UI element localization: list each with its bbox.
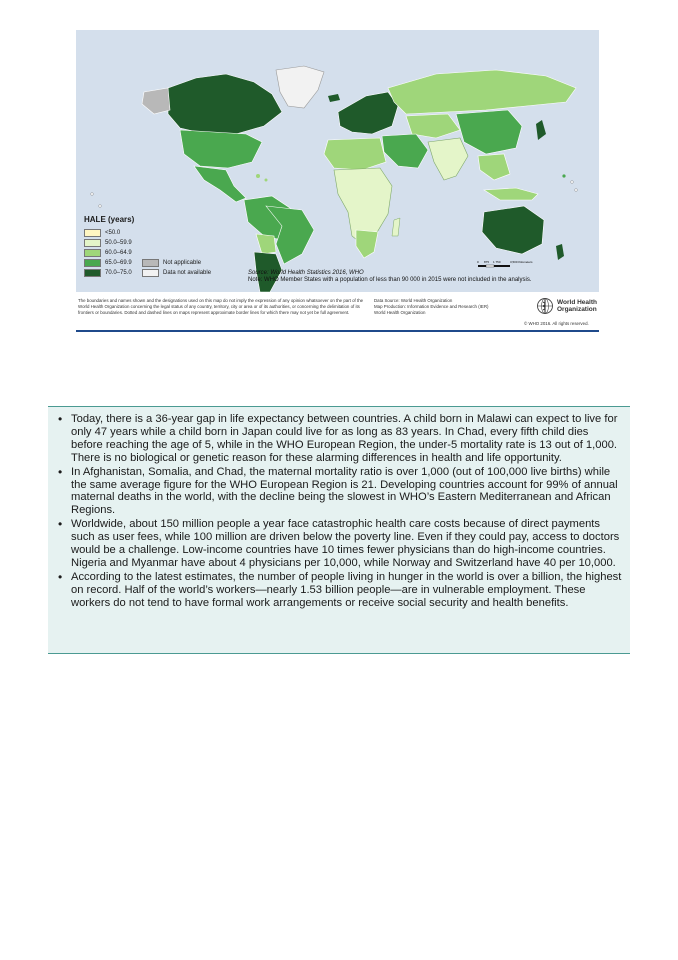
legend-label: <50.0 <box>105 230 121 236</box>
legend-swatch <box>84 269 101 277</box>
scale-label: 1 750 <box>493 260 501 264</box>
legend-item <box>84 258 244 268</box>
indonesia-shape <box>484 188 538 200</box>
hale-world-map-figure <box>76 30 599 330</box>
legend-label: Not applicable <box>163 260 202 266</box>
facts-box <box>48 406 630 654</box>
map-disclaimer: The boundaries and names shown and the designations used on this map do not imply the expression of any opinion whatsoever on the part of the World Health Organization concerning the legal status of any country, territory, city or area or of its authorities, or concerning the delimitation of its frontiers or boundaries. Dotted and dashed lines on maps represent approximate border lines for which there may not yet be full agreement. <box>78 298 364 315</box>
madagascar-shape <box>392 218 400 236</box>
map-note <box>248 270 532 284</box>
list-item: • In Afghanistan, Somalia, and Chad, the maternal mortality ratio is over 1,000 (out of 100,000 live births) while the same average figure for the WHO European Region is 21. Developing countries account for 99% of annual maternal deaths in the world, with the decline being the slowest in WHO’s Eastern Mediterranean and African Regions. <box>58 466 622 518</box>
source-note: Source: World Health Statistics 2016, WHO <box>248 270 364 276</box>
credit-line: Map Production: Information Evidence and Research (IER) <box>374 304 489 309</box>
copyright: © WHO 2016. All rights reserved. <box>524 321 589 326</box>
list-item: • According to the latest estimates, the number of people living in hunger in the world is over a billion, the highest on record. Half of the world’s workers—nearly 1.53 billion people—are in vulnerable employment. These workers do not tend to have formal work arrangements or receive social security and health benefits. <box>58 571 622 610</box>
middle-east-shape <box>382 134 428 168</box>
europe-shape <box>338 92 398 134</box>
credit-line: Data Source: World Health Organization <box>374 298 453 303</box>
who-emblem-icon <box>536 297 554 315</box>
facts-list <box>48 407 630 610</box>
legend-swatch <box>84 249 101 257</box>
map-credits <box>374 298 524 316</box>
australia-shape <box>482 206 544 254</box>
legend-item <box>84 228 244 238</box>
who-logo <box>536 296 598 316</box>
logo-text-line: World Health <box>557 299 597 306</box>
credit-line: World Health Organization <box>374 310 426 315</box>
new-zealand-shape <box>556 244 564 260</box>
scale-bar <box>476 259 546 269</box>
scale-label: 3,500 Kilometers <box>510 260 533 264</box>
legend-label: 50.0–59.9 <box>105 240 132 246</box>
scale-label: 0 <box>477 260 479 264</box>
legend-extra-item <box>142 269 211 277</box>
canada-shape <box>168 74 282 134</box>
list-item: • Today, there is a 36-year gap in life expectancy between countries. A child born in Malawi can expect to live for only 47 years while a child born in Japan could live for as long as 83 years. In Chad, every fifth child dies before reaching the age of 5, while in the WHO European Region, the under-5 mortality rate is 13 out of 1,000. There is no biological or genetic reason for these alarming differences in health and life opportunity. <box>58 413 622 465</box>
legend-label: 60.0–64.9 <box>105 250 132 256</box>
japan-shape <box>536 120 546 140</box>
china-shape <box>456 110 522 154</box>
scale-label: 875 <box>484 260 490 264</box>
mexico-shape <box>194 166 246 202</box>
legend-item <box>84 248 244 258</box>
legend-label: 70.0–75.0 <box>105 270 132 276</box>
legend-swatch <box>142 259 159 267</box>
north-africa-shape <box>324 138 386 170</box>
legend-item <box>84 238 244 248</box>
southeast-asia-shape <box>478 154 510 180</box>
russia-shape <box>388 70 576 114</box>
list-item: • Worldwide, about 150 million people a year face catastrophic health care costs because of direct payments such as user fees, while 100 million are driven below the poverty line. Even if they could pay, access to doctors would be a challenge. Low-income countries have 10 times fewer physicians than do high-income countries. Nigeria and Myanmar have about 4 physicians per 10,000, while Norway and Switzerland have 40 per 10,000. <box>58 518 622 570</box>
legend-swatch <box>84 229 101 237</box>
iceland-shape <box>328 94 340 102</box>
south-asia-shape <box>428 138 468 180</box>
logo-text-line: Organization <box>557 306 597 313</box>
legend-item <box>84 268 244 278</box>
world-map <box>76 30 599 292</box>
bolivia-shape <box>256 234 276 254</box>
legend-swatch <box>84 239 101 247</box>
greenland-shape <box>276 66 324 108</box>
usa-shape <box>180 130 262 168</box>
legend-label: 65.0–69.9 <box>105 260 132 266</box>
map-legend <box>84 215 244 278</box>
legend-label: Data not available <box>163 270 212 276</box>
legend-swatch <box>84 259 101 267</box>
legend-extra-item <box>142 259 201 267</box>
southern-africa-shape <box>356 230 378 258</box>
legend-title: HALE (years) <box>84 215 135 224</box>
legend-swatch <box>142 269 159 277</box>
map-footer <box>76 292 599 332</box>
alaska-shape <box>142 88 170 114</box>
who-logo-text <box>557 299 597 313</box>
member-note: Note: WHO Member States with a population of less than 90 000 in 2015 were not included in the analysis. <box>248 277 532 283</box>
